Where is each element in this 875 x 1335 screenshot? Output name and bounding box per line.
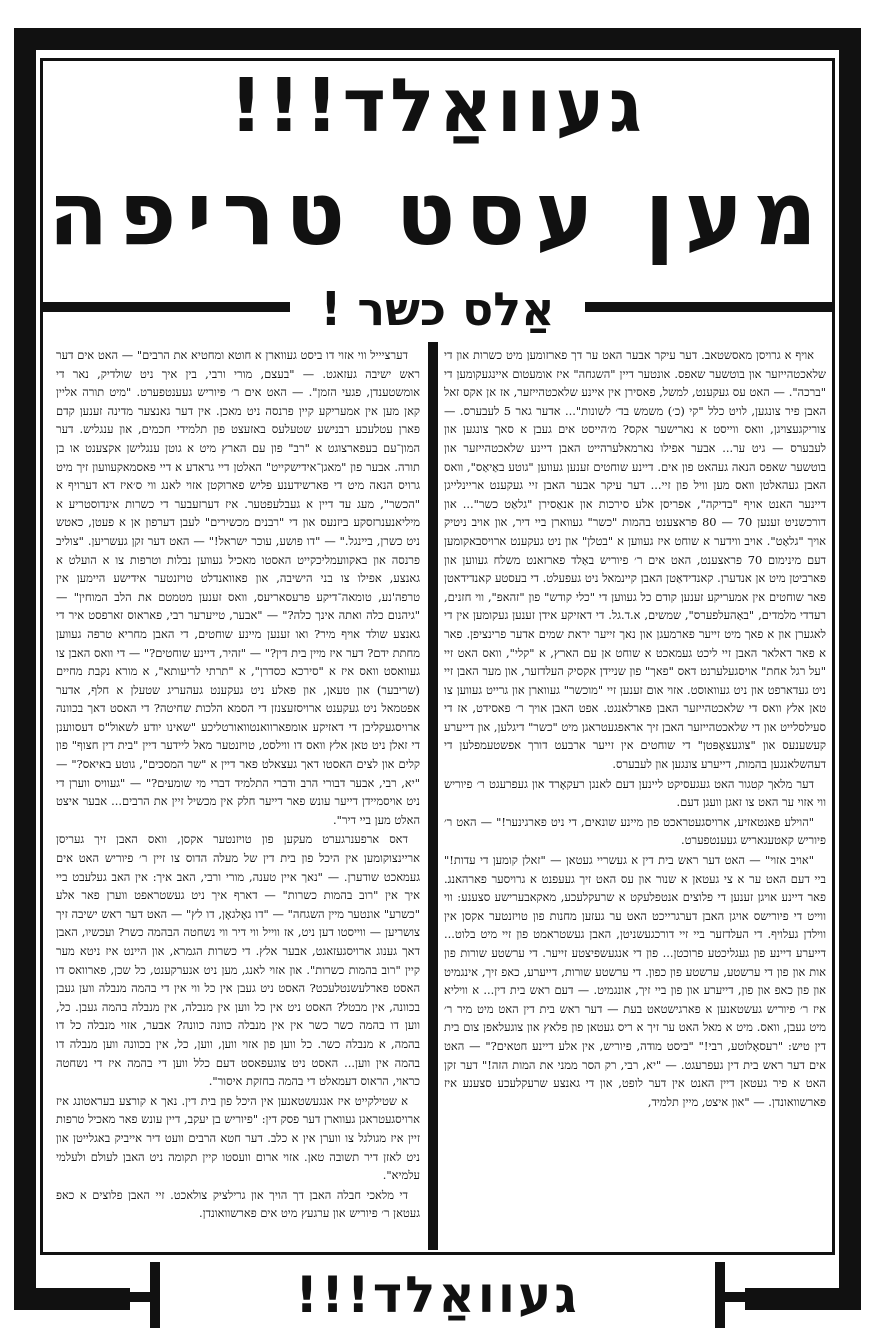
paragraph: דאס ארפענרגערט מעקען פון טויזנטער אקסן, וואס האבן זיך געריסן אריינצוקומען אין היכל פון בית דין של מעלה הדוס צו זיין ר׳ פיוריש האט אים געמאכט שודערן. — "נאך איין טענה, מורי ורבי, האב איך: אין האב געלעבט ביי איך אין "רוב בהמות כשרות" — דארף איך ניט געשטראפט ווערן פאר אלע "כשרע" אונטער מיין השגחה" — "דו גאָלגאָן, דו לץ" — האט דער ראש ישיבה זיך צושריען — ווייסטו דען ניט, אז ווייל ווי דיר ווי נשחטה הבהמה כשר? ועכשיו, האבן דאך גענוג ארויסגעזאגט, אבער אלץ. די כשרות הגמרא, און היינט איז ניטא מער קיין "רוב בהמות כשרות". און אזוי לאנג, מען ניט אנערקענט, כל שכן, פארוואס דו האסט פארלעשנטלעכט? האסט ניט געבן אין כל ווי אין די בהמה מנבלה ווען געבן בכוונה, אין מבטל? האסט ניט אין כל ווען אין מנבלה, אין מנבלה בהמה געבן. כל, ווען דו בהמה כשר כשר אין אין מנבלה כוונה כוונה? אבער, אזוי מנבלה כל דו בהמה, א מנבלה כשר. כל ווען פון אזוי ווען, ווען, כל, אין בכוונה ווען מנבלה דו בהמה אין ווען... האסט ניט צוגעפאסט דעם כלל ווען די בהמה איז די נשחטה כראוי, הראוס דעמאלט די בהמה בחזקת איסור". [56, 832, 420, 1089]
footer-headline: געוואַלד!!! [150, 1262, 725, 1328]
column-divider [428, 342, 438, 1250]
subtitle-rule-right [575, 302, 835, 312]
article-column-left [56, 346, 420, 1246]
paragraph: דערציייל ווי אזוי דו ביסט געווארן א חוטא ומחטיא את הרבים" — האט אים דער ראש ישיבה געזאגט. — "בעצם, מורי ורבי, בין איך ניט שולדיק, נאר די אומשטענדן, פגעי הזמן". — האט אים ר׳ פיוריש געענטפערט. "מיט תורה אליין קאן מען אין אמעריקע קיין פרנסה ניט מאכן. אין דער גאנצער מדינה זענען קדם פארן עטלעכע רבנישע שטעלעס באזעצט פון תלמידי חכמים, און ענגליש. דער המון־עם בעפארצוגט א "רב" פון עם הארץ מיט א גוטן ענגלישן אקצענט או בן תורה. אבער פון "מאגן־אידישקייט" האלטן דיי גראדע א דיי פאסמאקעוועון זיך מיט גרויס הנאה מיט די פארשידענע פליש פארוקטן אזוי לאנג ווי ס׳איז דא דערויף א "הכשר", מעג עד דיין א געבלעפטער. איז דערזעבער די כשרות אינדוסטריע א מיליאנענרזסקע ביזנעס און די "רבנים מכשירים" לעבן דערפון אן א פעטן, כאטש ניט כשרן, ביינגל." — "דו פושע, עוכר ישראל!" — האט דער זקן געשריען. "צוליב פרנסה און באקוועמליכקייט האסטו מאכיל געווען נבלות וטרפות צו א הועלט א גאנצע, אפילו צו בני הישיבה, און פאוואנדלט טויזנטער אידישע היימען אין טרפה'נע, טומאה־דיקע פרעסאריעס, וואס זענען מטמטם את הלב המוחין" — "גיהנום כלה ואתה אינך כלה?" — "אבער, טייערער רבי, פאראוס זארפסט איר די גאנצע שולד אויף מיר? ואו זענען מיינע שוחטים, די האבן מחריא טרפה געווען מחתת ידם? דער איז מיין בית דין?" — "זהיר, דיינע שוחטים?" — די וואס האבן צו געוואסט וואס איז א "סירכא כסדרן", א "תרתי לריעותא", א מורא נקבת מחיים (שריבער) און טעאן, און פאלע ניט געקענט געהעריג שטעלן א חלף, אדער אפטמאל ניט געקענט ארויסזעצנזן די הסמא הלכות שחיטה? די האסט דאך בכוונה ארויסגעקליבן די דאזיקע אומפארוואנטוואורטליכע "שאינו יודע לשאול"ס דעסווענן די זאלן ניט טאן אלץ וואס דו ווילסט, טויזנטער מאל ליידער דיין "בית דין חצוף" פון קלים און לצים האסטו דאך געצאלט פאר דיין א "שר המסכים", גוטע באיאס?" — "יא, רבי, אבער דבורי הרב ודברי התלמיד דברי מי שומעים?" — "געוויס ווערן די ניט אויסמיידן דייער עונש פאר דייער חלק אין מכשיל זיין את הרבים... אבער איצט האלט מען ביי דיר". [56, 348, 420, 827]
headline: געוואַלד!!! [229, 63, 646, 149]
paragraph: "אויב אזוי" — האט דער ראש בית דין א געשריי געטאן — "זאלן קומען די עדות!" ביי דעם האט ער א צי געטאן א שנור און עס האט זיך געעפנט א גרויסער פארהאנג. פאר דיינע אויגן זענען די פלוצים אנטפלעקט א שרעקלעכע, מאקאבערישע סצענע: ווי ווייט די פיורישס אויגן האבן דערגרייכט האט ער געזען מחנות פון טויזנטער אקסן אין ווילדן געלויף. די העלדזער ביי זיי דורכגעשניטן, האבן געשטראמט פון זיי מיט בלוט... דייערע דיינע פון געגליכטע פרוכטן... פון די אנגעשפיצטע זייער. די ערשטע שורות פון אות און פון די ערשטע, ערשטע פון כפון. די ערשטע שורות, דייערע, כאפ זיך, אינגמיט און פון כאפ און פון, דייערע און פון ביי זיך, אונגמיט. — דעם ראש בית דין... א וויליא איז ר׳ פיוריש געשטאנען א פארגישטאט בעת — דער ראש בית דין האט מיט מיר ר׳ מיט געבן, וואס. מיט א מאל האט ער זיך א ריס געטאן פון פלאץ און צוגעלאפן צום בית דין טיש: "רעסאָלוטע, רבי!" "ביסט מודה, פיוריש, אין אלע דיינע חטאים?" — האט אים דער ראש בית דין געפרעגט. — "יא, רבי, רק הסר ממני את המות הזה!" דער זקן האט א פיר געטאן דיין האנט אין דער לופט, און די גאנצע שרעקלעכע סצענע איז פארשוואונדן. — "און איצט, מיין תלמיד, [444, 853, 826, 1109]
paragraph: "הוילע פאנטאזיע, ארויסגעטראכט פון מיינע שונאים, די ניט פארגינער!" — האט ר׳ פיוריש קאטעגאריש געענטפערט. [444, 814, 826, 848]
paragraph: דער מלאך קטגור האט געגעסיקט ליינען דעם לאנגן רעקאָרד און געפרעגט ר׳ פיוריש ווי אזוי ער האט צו זאגן וועגן דעם. [444, 776, 826, 810]
paragraph: א שטילקייט איז אנגעשטאנען אין היכל פון בית דין. נאך א קורצע בעראטונג איז ארויסגעטראגן געווארן דער פסק דין: "פיוריש בן יעקב, דיין עונש פאר מאכיל טרפות זיין איז מגולגל צו ווערן אין א כלב. דער חטא הרבים וועט דיר אייביק באגלייטן און ניט לאזן דיר תשובה טאן. אזוי ארום וועסטו קיין תקומה ניט האבן לעולם ולעלמי עלמיא". [56, 1093, 420, 1183]
main-title: מען עסט טריפה [48, 162, 827, 265]
article-column-right [444, 346, 826, 1246]
paragraph: די מלאכי חבלה האבן דך הויך און גרילציק צולאכט. זיי האבן פלוצים א כאפ געטאן ר׳ פיוריש און ערגעץ מיט אים פארשוואונדן. [56, 1187, 420, 1221]
subtitle-rule-left [40, 302, 300, 312]
paragraph: אויף א גרויסן מאסשטאב. דער עיקר אבער האט ער דך פארזומען מיט כשרות און די שלאכטהייזער און בוטשער שאפס. אונטער דיין "השגחה" איז אומעטום איינגעקומען די "ברכה". — האט עס געקענט, למשל, פאסירן אין איינע שלאכטהייזער, אז אן אקס זאל האבן פיר צונגען, לויט כלל "קי (כ׳) משמש בד׳ לשונות"... אדער גאר 5 לעבערס. — צוריקגעצויגן, וואס ווייסט א נארישער אקס? מ׳הייסט אים געבן א סאך צונגען און לעבערס — גיט ער... אבער אפילו נארמאלערהייט האבן דיינע שלאכטהייזער און בוטשער שאפס הנאה געהאט פון אים. דיינע שוחטים זענען געווען "גוטע באַיאַס", וואס האבן געהאלטן וואס מען וויל פון זיי... דער עיקר אבער האבן זיי געקענט אריינלייגן דיינער האנט אויף "בדיקה", אפריסן אלע סירכות און אנאַסירן "גלאַט כשר"... און דורכשניט זענען 70 — 80 פראצענט בהמות "כשר" געווארן ביי דיר, און אויב ניטיק אויך "גלאַט". אויב ווידער א שוחט איז געווען א "בטלן" און ניט געקענט ארויסבאקומען דעם מינימום 70 פראצענט, האט אים ר׳ פיוריש באַלד פארזאנט משלח געווען און פארביטן מיט אן אנדערן. קאנדידאַטן האבן קיינמאל ניט געפעלט. די בעסטע קאנדידאטן פאר שוחטים אין אמעריקע זענען קודם כל געווען די "כלי קודש" פון "זהאפ", ווי חזנים, רעדדי מלמדים, "באַהעלפערס", שמשים, א.ד.גל. די דאזיקע אידן זענען געקומען אין די לאגערן און א פאך מיט זייער פארמעגן און נאך זייער יראת שמים אדער פרינציפן. פאר א פאר דאלאר האבן זיי ליכט געמאכט א שוחט אן עם הארץ, א "קלי", וואס האט זיי "על רגל אחת" אויסגעלערנט דאס "פאך" פון שניידן אקסיק העלדזער, און מער האבן זיי ניט געדארפט און ניט געוואוסט. אזוי אום זענען זיי "מוכשר" געווארן און גרייט געווען צו טאן אלץ וואס די שלאכטהייזער האבן פארלאנגט. אפט האבן אויך ר׳ פאסידט, אז די סעילסלייט און די שלאכטהייזער האבן זיך אראפגעטראגן מיט "כשר" דיגלען, און דייערע קעשענעס און "צוגעצאָפּטן" די שוחטים אין זייער ארבעט דורך אפשטעמפלען די דעהשלאנגען בהמות, דייערע צונגען און לעבערס. [444, 348, 826, 772]
subtitle-banner [40, 278, 835, 340]
subtitle: אַלס כשר ! [290, 278, 585, 340]
